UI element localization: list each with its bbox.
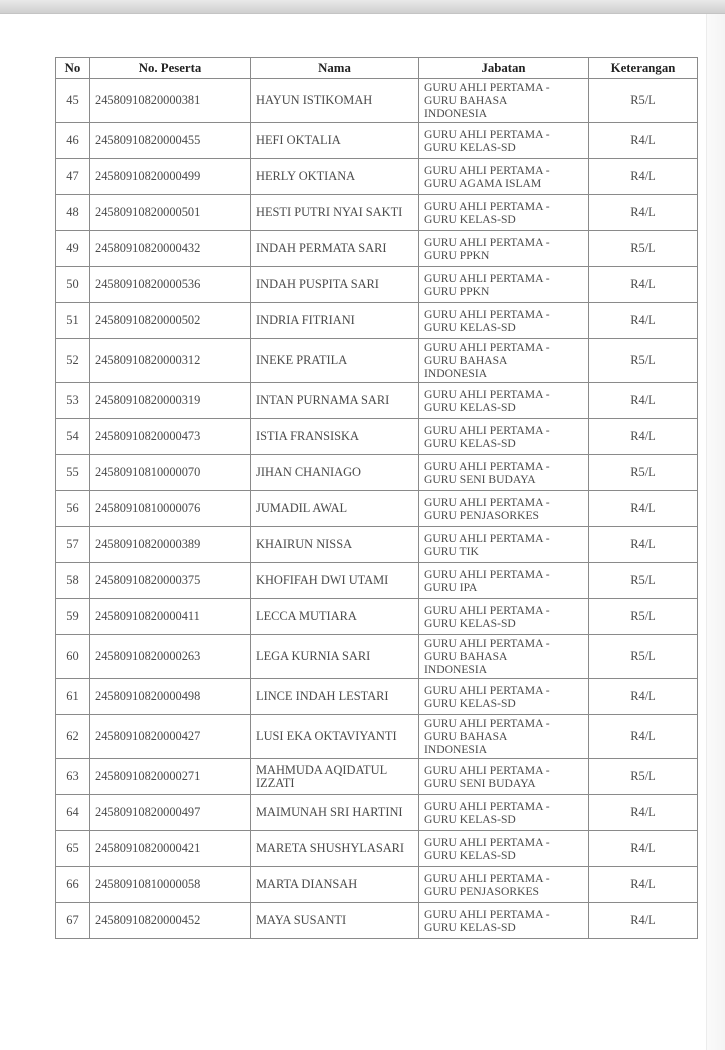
cell-nama: KHOFIFAH DWI UTAMI bbox=[251, 563, 419, 599]
cell-nama: HESTI PUTRI NYAI SAKTI bbox=[251, 195, 419, 231]
cell-nama: INDAH PERMATA SARI bbox=[251, 231, 419, 267]
cell-no-peserta: 24580910820000498 bbox=[90, 679, 251, 715]
cell-no-peserta: 24580910820000501 bbox=[90, 195, 251, 231]
table-body bbox=[56, 79, 698, 939]
jabatan-line: GURU SENI BUDAYA bbox=[424, 472, 536, 486]
cell-keterangan: R5/L bbox=[589, 231, 698, 267]
table-row bbox=[56, 635, 698, 679]
cell-jabatan bbox=[419, 231, 589, 267]
cell-no: 65 bbox=[56, 831, 90, 867]
cell-keterangan: R4/L bbox=[589, 867, 698, 903]
cell-nama: MAHMUDA AQIDATUL IZZATI bbox=[251, 759, 419, 795]
cell-keterangan: R4/L bbox=[589, 383, 698, 419]
cell-no: 55 bbox=[56, 455, 90, 491]
cell-no: 52 bbox=[56, 339, 90, 383]
cell-no-peserta: 24580910820000263 bbox=[90, 635, 251, 679]
cell-nama: LINCE INDAH LESTARI bbox=[251, 679, 419, 715]
jabatan-line: GURU AHLI PERTAMA - bbox=[424, 717, 550, 730]
jabatan-line: GURU AHLI PERTAMA - bbox=[424, 603, 550, 617]
cell-no: 46 bbox=[56, 123, 90, 159]
table-row bbox=[56, 715, 698, 759]
cell-no-peserta: 24580910820000536 bbox=[90, 267, 251, 303]
cell-no: 49 bbox=[56, 231, 90, 267]
cell-keterangan: R4/L bbox=[589, 303, 698, 339]
jabatan-line: GURU AHLI PERTAMA - bbox=[424, 871, 550, 885]
jabatan-line: GURU AGAMA ISLAM bbox=[424, 176, 542, 190]
jabatan-line: GURU BAHASA bbox=[424, 730, 508, 743]
jabatan-line: GURU PPKN bbox=[424, 284, 490, 298]
jabatan-line: GURU PENJASORKES bbox=[424, 884, 539, 898]
cell-jabatan bbox=[419, 635, 589, 679]
cell-no-peserta: 24580910820000411 bbox=[90, 599, 251, 635]
jabatan-line: GURU AHLI PERTAMA - bbox=[424, 907, 550, 921]
cell-jabatan bbox=[419, 455, 589, 491]
table-row bbox=[56, 455, 698, 491]
cell-no-peserta: 24580910820000319 bbox=[90, 383, 251, 419]
jabatan-line: GURU AHLI PERTAMA - bbox=[424, 423, 550, 437]
cell-no: 51 bbox=[56, 303, 90, 339]
cell-no: 60 bbox=[56, 635, 90, 679]
cell-no: 59 bbox=[56, 599, 90, 635]
cell-jabatan bbox=[419, 79, 589, 123]
cell-nama: MARETA SHUSHYLASARI bbox=[251, 831, 419, 867]
cell-no: 47 bbox=[56, 159, 90, 195]
jabatan-line: GURU AHLI PERTAMA - bbox=[424, 235, 550, 249]
table-row bbox=[56, 867, 698, 903]
table-row bbox=[56, 267, 698, 303]
cell-jabatan bbox=[419, 831, 589, 867]
jabatan-line: INDONESIA bbox=[424, 743, 488, 756]
cell-no: 63 bbox=[56, 759, 90, 795]
jabatan-line: GURU AHLI PERTAMA - bbox=[424, 199, 550, 213]
cell-jabatan bbox=[419, 795, 589, 831]
jabatan-line: INDONESIA bbox=[424, 367, 488, 380]
table-row bbox=[56, 759, 698, 795]
cell-jabatan bbox=[419, 195, 589, 231]
cell-no-peserta: 24580910810000076 bbox=[90, 491, 251, 527]
jabatan-line: GURU KELAS-SD bbox=[424, 920, 516, 934]
cell-no: 45 bbox=[56, 79, 90, 123]
jabatan-line: GURU AHLI PERTAMA - bbox=[424, 567, 550, 581]
table-row bbox=[56, 419, 698, 455]
jabatan-line: GURU PENJASORKES bbox=[424, 508, 539, 522]
cell-no-peserta: 24580910820000271 bbox=[90, 759, 251, 795]
cell-nama: LECCA MUTIARA bbox=[251, 599, 419, 635]
cell-nama: HAYUN ISTIKOMAH bbox=[251, 79, 419, 123]
page-margin-shade bbox=[707, 14, 725, 1050]
cell-jabatan bbox=[419, 419, 589, 455]
cell-nama: ISTIA FRANSISKA bbox=[251, 419, 419, 455]
cell-no: 58 bbox=[56, 563, 90, 599]
cell-nama: INDRIA FITRIANI bbox=[251, 303, 419, 339]
cell-nama: KHAIRUN NISSA bbox=[251, 527, 419, 563]
table-row bbox=[56, 339, 698, 383]
cell-jabatan bbox=[419, 123, 589, 159]
cell-no-peserta: 24580910820000375 bbox=[90, 563, 251, 599]
cell-no-peserta: 24580910810000070 bbox=[90, 455, 251, 491]
table-row bbox=[56, 159, 698, 195]
cell-no-peserta: 24580910820000502 bbox=[90, 303, 251, 339]
cell-no: 50 bbox=[56, 267, 90, 303]
cell-nama: INDAH PUSPITA SARI bbox=[251, 267, 419, 303]
table-row bbox=[56, 231, 698, 267]
cell-keterangan: R5/L bbox=[589, 635, 698, 679]
cell-jabatan bbox=[419, 599, 589, 635]
jabatan-line: GURU AHLI PERTAMA - bbox=[424, 799, 550, 813]
jabatan-line: GURU AHLI PERTAMA - bbox=[424, 271, 550, 285]
cell-jabatan bbox=[419, 383, 589, 419]
cell-jabatan bbox=[419, 491, 589, 527]
cell-nama: LEGA KURNIA SARI bbox=[251, 635, 419, 679]
jabatan-line: GURU AHLI PERTAMA - bbox=[424, 81, 550, 94]
cell-jabatan bbox=[419, 759, 589, 795]
cell-keterangan: R4/L bbox=[589, 527, 698, 563]
cell-no-peserta: 24580910820000312 bbox=[90, 339, 251, 383]
participant-table bbox=[55, 57, 698, 939]
jabatan-line: GURU AHLI PERTAMA - bbox=[424, 531, 550, 545]
jabatan-line: GURU BAHASA bbox=[424, 650, 508, 663]
jabatan-line: GURU TIK bbox=[424, 544, 479, 558]
jabatan-line: GURU KELAS-SD bbox=[424, 400, 516, 414]
cell-no: 56 bbox=[56, 491, 90, 527]
jabatan-line: GURU AHLI PERTAMA - bbox=[424, 637, 550, 650]
cell-keterangan: R5/L bbox=[589, 339, 698, 383]
jabatan-line: GURU BAHASA bbox=[424, 94, 508, 107]
cell-jabatan bbox=[419, 159, 589, 195]
cell-keterangan: R5/L bbox=[589, 599, 698, 635]
table-row bbox=[56, 831, 698, 867]
header-no: No bbox=[56, 58, 90, 79]
jabatan-line: GURU AHLI PERTAMA - bbox=[424, 495, 550, 509]
table-row bbox=[56, 123, 698, 159]
cell-keterangan: R4/L bbox=[589, 491, 698, 527]
header-keterangan: Keterangan bbox=[589, 58, 698, 79]
cell-nama: HEFI OKTALIA bbox=[251, 123, 419, 159]
cell-keterangan: R4/L bbox=[589, 159, 698, 195]
jabatan-line: GURU KELAS-SD bbox=[424, 616, 516, 630]
jabatan-line: INDONESIA bbox=[424, 107, 488, 120]
table-header-row bbox=[56, 58, 698, 79]
table-row bbox=[56, 491, 698, 527]
cell-jabatan bbox=[419, 679, 589, 715]
jabatan-line: GURU KELAS-SD bbox=[424, 848, 516, 862]
cell-nama: MARTA DIANSAH bbox=[251, 867, 419, 903]
cell-jabatan bbox=[419, 867, 589, 903]
cell-no: 66 bbox=[56, 867, 90, 903]
cell-no: 48 bbox=[56, 195, 90, 231]
cell-no-peserta: 24580910810000058 bbox=[90, 867, 251, 903]
jabatan-line: GURU AHLI PERTAMA - bbox=[424, 835, 550, 849]
cell-no-peserta: 24580910820000455 bbox=[90, 123, 251, 159]
cell-nama: INEKE PRATILA bbox=[251, 339, 419, 383]
table-row bbox=[56, 563, 698, 599]
header-nama: Nama bbox=[251, 58, 419, 79]
cell-keterangan: R4/L bbox=[589, 195, 698, 231]
cell-no-peserta: 24580910820000499 bbox=[90, 159, 251, 195]
jabatan-line: GURU KELAS-SD bbox=[424, 212, 516, 226]
cell-no: 62 bbox=[56, 715, 90, 759]
jabatan-line: GURU AHLI PERTAMA - bbox=[424, 127, 550, 141]
cell-keterangan: R4/L bbox=[589, 679, 698, 715]
table-row bbox=[56, 903, 698, 939]
jabatan-line: GURU KELAS-SD bbox=[424, 812, 516, 826]
cell-no-peserta: 24580910820000473 bbox=[90, 419, 251, 455]
jabatan-line: GURU SENI BUDAYA bbox=[424, 776, 536, 790]
cell-keterangan: R4/L bbox=[589, 419, 698, 455]
jabatan-line: GURU AHLI PERTAMA - bbox=[424, 387, 550, 401]
cell-no: 64 bbox=[56, 795, 90, 831]
cell-keterangan: R4/L bbox=[589, 715, 698, 759]
cell-keterangan: R4/L bbox=[589, 903, 698, 939]
cell-nama: INTAN PURNAMA SARI bbox=[251, 383, 419, 419]
jabatan-line: GURU AHLI PERTAMA - bbox=[424, 163, 550, 177]
table-row bbox=[56, 195, 698, 231]
jabatan-line: GURU IPA bbox=[424, 580, 478, 594]
cell-keterangan: R5/L bbox=[589, 455, 698, 491]
jabatan-line: GURU BAHASA bbox=[424, 354, 508, 367]
cell-no: 57 bbox=[56, 527, 90, 563]
table-row bbox=[56, 303, 698, 339]
cell-nama: JIHAN CHANIAGO bbox=[251, 455, 419, 491]
cell-nama: MAIMUNAH SRI HARTINI bbox=[251, 795, 419, 831]
cell-no-peserta: 24580910820000381 bbox=[90, 79, 251, 123]
cell-no: 61 bbox=[56, 679, 90, 715]
jabatan-line: GURU KELAS-SD bbox=[424, 320, 516, 334]
cell-no: 67 bbox=[56, 903, 90, 939]
viewer-top-bar bbox=[0, 0, 725, 14]
jabatan-line: GURU PPKN bbox=[424, 248, 490, 262]
cell-no-peserta: 24580910820000432 bbox=[90, 231, 251, 267]
header-no-peserta: No. Peserta bbox=[90, 58, 251, 79]
cell-no: 54 bbox=[56, 419, 90, 455]
cell-keterangan: R5/L bbox=[589, 79, 698, 123]
table-row bbox=[56, 599, 698, 635]
table-row bbox=[56, 679, 698, 715]
cell-no: 53 bbox=[56, 383, 90, 419]
table-row bbox=[56, 79, 698, 123]
cell-no-peserta: 24580910820000389 bbox=[90, 527, 251, 563]
cell-jabatan bbox=[419, 527, 589, 563]
cell-jabatan bbox=[419, 903, 589, 939]
table-row bbox=[56, 527, 698, 563]
cell-keterangan: R5/L bbox=[589, 563, 698, 599]
jabatan-line: GURU KELAS-SD bbox=[424, 140, 516, 154]
jabatan-line: GURU AHLI PERTAMA - bbox=[424, 459, 550, 473]
cell-jabatan bbox=[419, 303, 589, 339]
cell-nama: HERLY OKTIANA bbox=[251, 159, 419, 195]
cell-jabatan bbox=[419, 267, 589, 303]
cell-keterangan: R4/L bbox=[589, 123, 698, 159]
cell-jabatan bbox=[419, 715, 589, 759]
cell-keterangan: R4/L bbox=[589, 267, 698, 303]
jabatan-line: GURU AHLI PERTAMA - bbox=[424, 307, 550, 321]
cell-no-peserta: 24580910820000497 bbox=[90, 795, 251, 831]
cell-nama: MAYA SUSANTI bbox=[251, 903, 419, 939]
jabatan-line: GURU AHLI PERTAMA - bbox=[424, 683, 550, 697]
cell-jabatan bbox=[419, 563, 589, 599]
table-row bbox=[56, 383, 698, 419]
cell-no-peserta: 24580910820000452 bbox=[90, 903, 251, 939]
header-jabatan: Jabatan bbox=[419, 58, 589, 79]
cell-nama: JUMADIL AWAL bbox=[251, 491, 419, 527]
cell-nama: LUSI EKA OKTAVIYANTI bbox=[251, 715, 419, 759]
cell-no-peserta: 24580910820000427 bbox=[90, 715, 251, 759]
jabatan-line: GURU AHLI PERTAMA - bbox=[424, 341, 550, 354]
table-row bbox=[56, 795, 698, 831]
jabatan-line: GURU AHLI PERTAMA - bbox=[424, 763, 550, 777]
cell-no-peserta: 24580910820000421 bbox=[90, 831, 251, 867]
cell-jabatan bbox=[419, 339, 589, 383]
jabatan-line: INDONESIA bbox=[424, 663, 488, 676]
cell-keterangan: R4/L bbox=[589, 795, 698, 831]
cell-keterangan: R4/L bbox=[589, 831, 698, 867]
jabatan-line: GURU KELAS-SD bbox=[424, 436, 516, 450]
jabatan-line: GURU KELAS-SD bbox=[424, 696, 516, 710]
cell-keterangan: R5/L bbox=[589, 759, 698, 795]
